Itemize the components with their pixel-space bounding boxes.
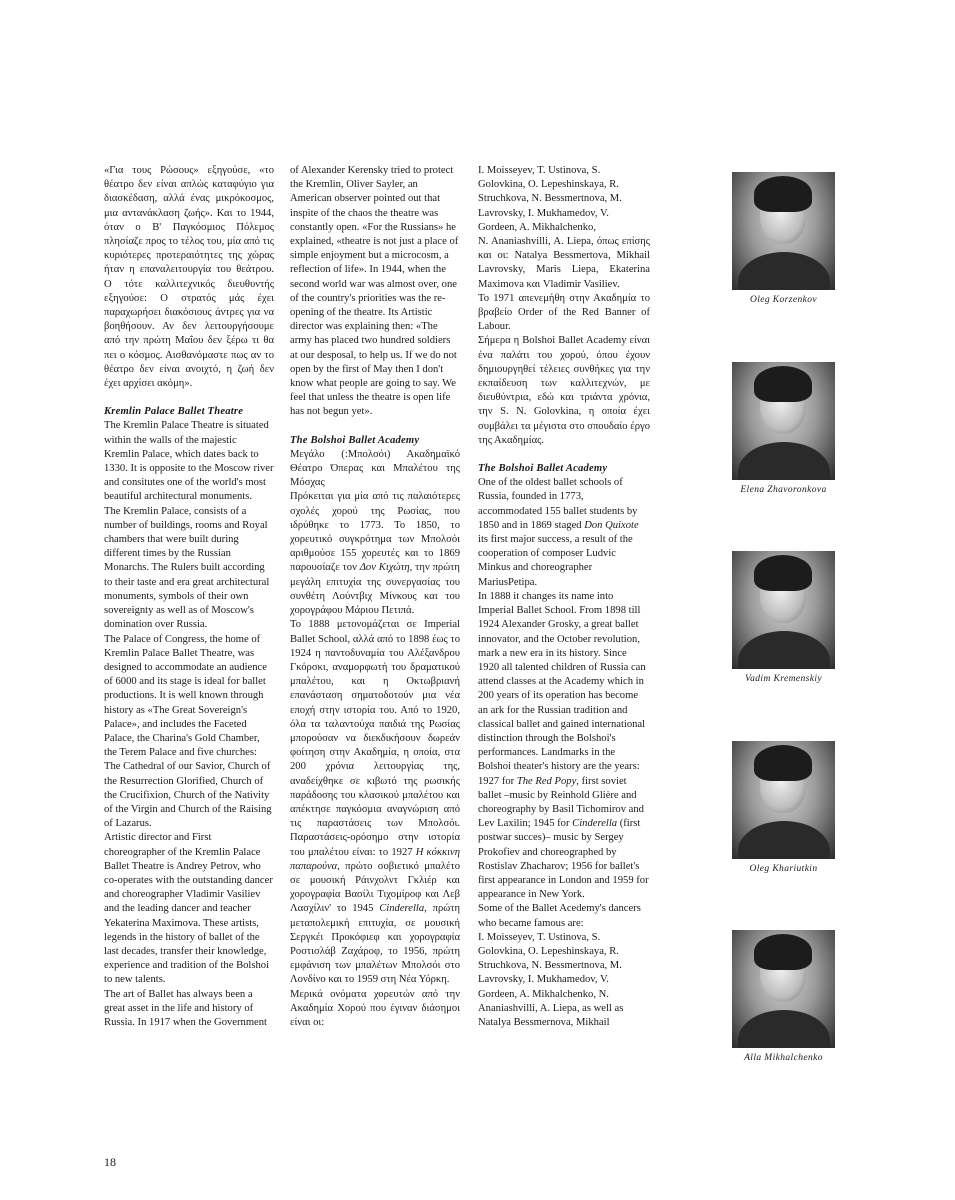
emphasis-title: Don Quixote	[584, 519, 639, 531]
kremlin-heading: Kremlin Palace Ballet Theatre	[104, 406, 244, 418]
portrait-caption: Oleg Khariutkin	[749, 864, 818, 874]
text-span: , first soviet ballet –music by Reinhold Glière and choreography by Basil Tichomirov and Lev Laxilin; 1945 for	[478, 775, 644, 830]
portrait-hair	[754, 176, 812, 212]
portrait-hair	[754, 934, 812, 970]
emphasis-title: Cinderella	[572, 818, 618, 830]
greek-academy-paragraph-3: Μερικά ονόματα χορευτών από την Ακαδημία Χορού που έγιναν διάσημοι είναι οι:	[290, 988, 460, 1028]
text-span: (first postwar succes)– music by Sergey Prokofiev and choreographed by Rostislav Zhacharov; 1956 for ballet's first appearance in London and 1959 for appearance in New York.	[478, 818, 649, 901]
page-number: 18	[104, 1155, 116, 1169]
portrait-caption: Vadim Kremenskiy	[744, 674, 823, 684]
greek-academy-title: Μεγάλο (:Μπολσόι) Ακαδημαϊκό Θέατρο Όπερας και Μπαλέτου της Μόσχας	[290, 448, 460, 489]
english-academy-paragraph-2	[478, 590, 650, 902]
column-1	[104, 164, 274, 1030]
kremlin-paragraph-3: The Palace of Congress, the home of Kremlin Palace Ballet Theatre, was designed to accommodate an audience of 6000 and its stage is ideal for ballet productions. It is well known through history as «The Great Sovereign's Palace», and includes the Faceted Palace, the Charina's Gold Chamber, the Terem Palace and five churches: The Cathedral of our Savior, Church of the Resurrection Glorified, Church of the Crucifixion, Church of the Nativity of the Virgin and Church of the Raising of Lazarus.	[104, 633, 272, 830]
greek-academy-paragraph-1	[290, 490, 460, 618]
greek-today-paragraph: Σήμερα η Bolshoi Ballet Academy είναι ένα παλάτι του χορού, όπου έχουν δημιουργηθεί τέλειες συνθήκες για την εκπαίδευση των καλλιτεχνών, με διευθύντρια, εδώ και τριάντα χρόνια, την S. N. Golovkina, η οποία έχει συμβάλει τα μέγιστα στο σπουδαίο έργο της Ακαδημίας.	[478, 335, 650, 446]
emphasis-title: Η κόκκινη παπαρούνα	[290, 846, 460, 872]
portrait-hair	[754, 745, 812, 781]
portrait-photo	[732, 930, 835, 1048]
portrait-hair	[754, 555, 812, 591]
kremlin-paragraph-1: The Kremlin Palace Theatre is situated within the walls of the majestic Kremlin Palace, which dates back to 1330. It is opposite to the Moscow river and consitutes one of the world's most beautiful architectural monuments.	[104, 420, 274, 503]
english-continuation-paragraph: of Alexander Kerensky tried to protect the Kremlin, Oliver Sayler, an American observer pointed out that inspite of the chaos the theatre was constantly open. «For the Russians» he explained, «theatre is not just a place of simple enjoyment but a microcosm, a reflection of life». In 1944, when the second world war was almost over, one of the country's priorities was the re-opening of the theatre. Its Artistic director was explaining then: «The army has placed two hundred soldiers at our desposal, to help us. If we do not open by the first of May then I don't know what people are going to say. We feel that unless the theatre is open life has not begun yet».	[290, 165, 459, 418]
text-span: One of the oldest ballet schools of Russia, founded in 1773, accommodated 155 ballet students by 1850 and in 1869 staged	[478, 477, 638, 531]
greek-academy-paragraph-2	[290, 618, 460, 987]
portrait-photo	[732, 172, 835, 290]
kremlin-paragraph-5: The art of Ballet has always been a great asset in the life and history of Russia. In 1917 when the Government	[104, 988, 267, 1028]
academy-heading-greek-section: The Bolshoi Ballet Academy	[290, 434, 420, 446]
portrait-shoulders	[738, 821, 830, 859]
dancers-list-greek-rest: N. Ananiashvilli, A. Liepa, όπως επίσης και οι: Natalya Bessmertova, Mikhail Lavrovsky, Maris Liepa, Ekaterina Maximova και Vladimir Vasiliev.	[478, 236, 650, 290]
portrait-figure-5	[732, 930, 835, 1063]
portrait-photo	[732, 741, 835, 859]
kremlin-paragraph-4: Artistic director and First choreographer of the Kremlin Palace Ballet Theatre is Andrey Petrov, who co-operates with the outstanding dancer and choreographer Vladimir Vasiliev and the leading dancer and teacher Yekaterina Maximova. These artists, legends in the history of ballet of the last decades, transfer their knowledge, experience and tradition of the Bolshoi to new talents.	[104, 832, 273, 986]
text-span: its first major success, a result of the cooperation of composer Ludvic Minkus and choreographer MariusPetipa.	[478, 534, 633, 588]
text-span: , πρώτη μεταπολεμική επιτυχία, σε μουσική Σεργκέι Προκόφιεφ και χορογραφία Ροστισλάβ Ζαχάροφ, το 1956, πρώτη εμφάνιση των μπαλέτων Μπολσόι στο Λονδίνο και το 1959 στη Νέα Υόρκη.	[290, 903, 460, 986]
portrait-shoulders	[738, 252, 830, 290]
column-3	[478, 164, 650, 1030]
greek-intro-paragraph: «Για τους Ρώσους» εξηγούσε, «το θέατρο δεν είναι απλώς καταφύγιο για διασκέδαση, αλλά ένας μικρόκοσμος, μια αντανάκλαση ζωής». Και το 1944, όταν ο Β' Παγκόσμιος Πόλεμος πλησίαζε προς το τέλος του, μία από τις κυριότερες προτεραιότητες της χώρας ήταν η επαναλειτουργία του θεάτρου. Ο τότε καλλιτεχνικός διευθυντής εξηγούσε: Ο στρατός μάς έχει παραχωρήσει διακόσιους άντρες για να βοηθήσουν. Αν δεν λειτουργήσουμε από την πρώτη Μαΐου δεν ξέρω τι θα πει ο κόσμος. Αισθανόμαστε πως αν το θέατρο δεν είναι ανοιχτό, η ζωή δεν έχει αρχίσει ακόμη».	[104, 165, 274, 390]
portrait-figure-1	[732, 172, 835, 305]
greek-award-paragraph: Το 1971 απενεμήθη στην Ακαδημία το βραβείο Order of the Red Banner of Labour.	[478, 292, 650, 333]
portrait-shoulders	[738, 631, 830, 669]
dancers-list-english: I. Moisseyev, T. Ustinova, S. Golovkina, O. Lepeshinskaya, R. Struchkova, N. Bessmertnova, M. Lavrovsky, I. Mukhamedov, V. Gordeen, A. Mikhalchenko, N. Ananiashvilli, A. Liepa, as well as Natalya Bessmernova, Mikhail	[478, 931, 624, 1028]
text-span: Πρόκειται για μία από τις παλαιότερες σχολές χορού της Ρωσίας, που ιδρύθηκε το 1773. Το 1850, το χορευτικό συγκρότημα των Μπολσόι αριθμούσε 155 χορευτές και το 1869 παρουσίαζε τον	[290, 491, 460, 574]
text-span: In 1888 it changes its name into Imperial Ballet School. From 1898 till 1924 Alexander Grosky, a great ballet innovator, and the October revolution, mark a new era in its history. Since 1920 all talented children of Russia can attend classes at the Academy which in 200 years of its operation has become an ark for the Russian tradition and classical ballet and gained international distinction through the Bolshoi's performances. Landmarks in the Bolshoi theater's history are the years: 1927 for	[478, 590, 646, 787]
portrait-hair	[754, 366, 812, 402]
english-academy-paragraph-1	[478, 476, 650, 590]
portrait-caption: Alla Mikhalchenko	[744, 1053, 823, 1063]
portrait-caption: Oleg Korzenkov	[749, 295, 818, 305]
kremlin-paragraph-2: The Kremlin Palace, consists of a number of buildings, rooms and Royal chambers that were built during different times by the Russian Monarchs. The Rulers built according to their taste and era great architectural monuments, symbols of their own sovereignty as well as of Moscow's domination over Russia.	[104, 505, 270, 631]
emphasis-title: The Red Popy	[516, 775, 577, 787]
emphasis-title: Δον Κιχώτη	[359, 562, 410, 574]
portrait-figure-2	[732, 362, 835, 495]
portrait-figure-4	[732, 741, 835, 874]
text-span: , την πρώτη μεγάλη επιτυχία της συνεργασίας του συνθέτη Λούντβιχ Μίνκους και του χορογράφου Μάριου Πετιπά.	[290, 562, 460, 617]
dancers-list-greek-section: I. Moisseyev, T. Ustinova, S. Golovkina, O. Lepeshinskaya, R. Struchkova, N. Bessmertnova, M. Lavrovsky, I. Mukhamedov, V. Gordeen, A. Mikhalchenko,	[478, 165, 622, 233]
portrait-photo	[732, 362, 835, 480]
english-academy-paragraph-3: Some of the Ballet Acedemy's dancers who became famous are:	[478, 903, 641, 929]
portrait-caption: Elena Zhavoronkova	[740, 485, 827, 495]
portrait-shoulders	[738, 1010, 830, 1048]
text-span: , πρώτο σοβιετικό μπαλέτο σε μουσική Ράινχολντ Γκλιέρ και χορογραφία Βασίλι Τιχομίροφ και Λεβ Λασχίλιν' το 1945	[290, 860, 460, 915]
portrait-figure-3	[732, 551, 835, 684]
text-span: Το 1888 μετονομάζεται σε Imperial Ballet School, αλλά από το 1898 έως το 1924 η παντοδυναμία του Αλέξανδρου Γκόρσκι, αναμορφωτή του δραματικού μπαλέτου, και η Οκτωβριανή επανάσταση σηματοδοτούν μια νέα εποχή στην ιστορία του. Από το 1920, όλα τα ταλαντούχα παιδιά της Ρωσίας μπορούσαν να διεκδικήσουν δωρεάν φοίτηση στην Ακαδημία, η οποία, στα 200 χρόνια λειτουργίας της, αναδείχθηκε σε κιβωτό της ρωσικής παράδοσης του κλασικού μπαλέτου και απέκτησε παγκόσμια αναγνώριση από τις παραστάσεις των Μπολσόι. Παραστάσεις-ορόσημο στην ιστορία του μπαλέτου είναι: το 1927	[290, 619, 460, 858]
academy-heading-english-section: The Bolshoi Ballet Academy	[478, 463, 608, 475]
portrait-photo	[732, 551, 835, 669]
emphasis-title: Cinderella	[379, 903, 425, 915]
column-2	[290, 164, 460, 1030]
portrait-shoulders	[738, 442, 830, 480]
